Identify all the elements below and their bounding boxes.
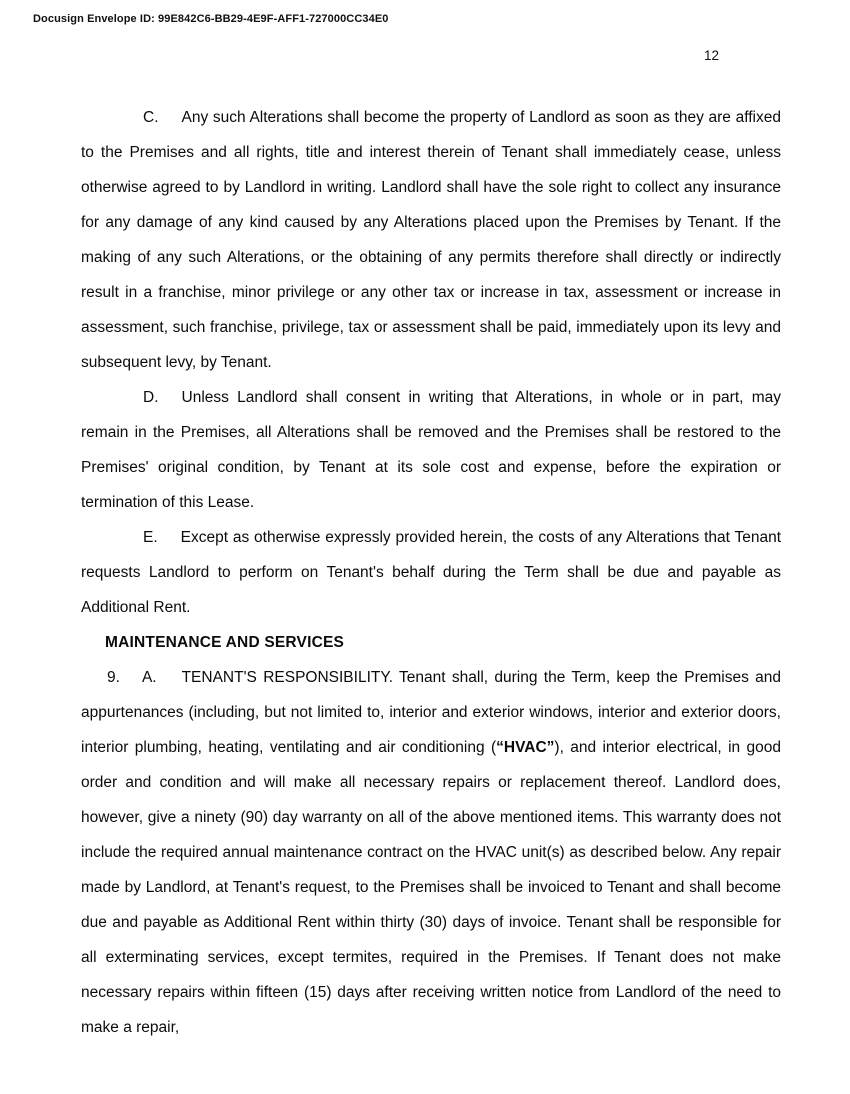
paragraph-d-label: D. [143,389,159,406]
paragraph-c-label: C. [143,109,159,126]
paragraph-9a-letter: A. [141,669,157,686]
paragraph-e-label: E. [143,529,158,546]
paragraph-d [81,380,781,520]
section-heading-maintenance-and-services: MAINTENANCE AND SERVICES [105,634,345,651]
hvac-defined-term: “HVAC” [496,739,555,756]
paragraph-e-text: Except as otherwise expressly provided herein, the costs of any Alterations that Tenant requests Landlord to perform on Tenant's behalf during the Term shall be due and payable as Additional Rent. [81,529,781,616]
paragraph-9a-text-before-hvac: TENANT'S RESPONSIBILITY. Tenant shall, during the Term, keep the Premises and appurtenances (including, but not limited to, interior and exterior windows, interior and exterior doors, interior plumbing, heating, ventilating and air conditioning ( [81,669,781,756]
paragraph-9a-text-after-hvac: ), and interior electrical, in good order and condition and will make all necessary repairs or replacement thereof. Landlord does, however, give a ninety (90) day warranty on all of the above mentioned items. This warranty does not include the required annual maintenance contract on the HVAC unit(s) as described below. Any repair made by Landlord, at Tenant's request, to the Premises shall be invoiced to Tenant and shall become due and payable as Additional Rent within thirty (30) days of invoice. Tenant shall be responsible for all exterminating services, except termites, required in the Premises. If Tenant does not make necessary repairs within fifteen (15) days after receiving written notice from Landlord of the need to make a repair, [81,739,781,1036]
paragraph-9a-number: 9. [107,669,120,686]
page-number: 12 [704,48,720,63]
paragraph-9a [81,660,781,1045]
paragraph-d-text: Unless Landlord shall consent in writing that Alterations, in whole or in part, may remain in the Premises, all Alterations shall be removed and the Premises shall be restored to the Premises' original condition, by Tenant at its sole cost and expense, before the expiration or termination of this Lease. [81,389,781,511]
paragraph-c-text: Any such Alterations shall become the property of Landlord as soon as they are affixed to the Premises and all rights, title and interest therein of Tenant shall immediately cease, unless otherwise agreed to by Landlord in writing. Landlord shall have the sole right to collect any insurance for any damage of any kind caused by any Alterations placed upon the Premises by Tenant. If the making of any such Alterations, or the obtaining of any permits therefore shall directly or indirectly result in a franchise, minor privilege or any other tax or increase in tax, assessment or increase in assessment, such franchise, privilege, tax or assessment shall be paid, immediately upon its levy and subsequent levy, by Tenant. [81,109,781,371]
paragraph-e [81,520,781,625]
document-body [81,100,781,1045]
docusign-envelope-id: Docusign Envelope ID: 99E842C6-BB29-4E9F-AFF1-727000CC34E0 [33,13,389,25]
paragraph-c [81,100,781,380]
